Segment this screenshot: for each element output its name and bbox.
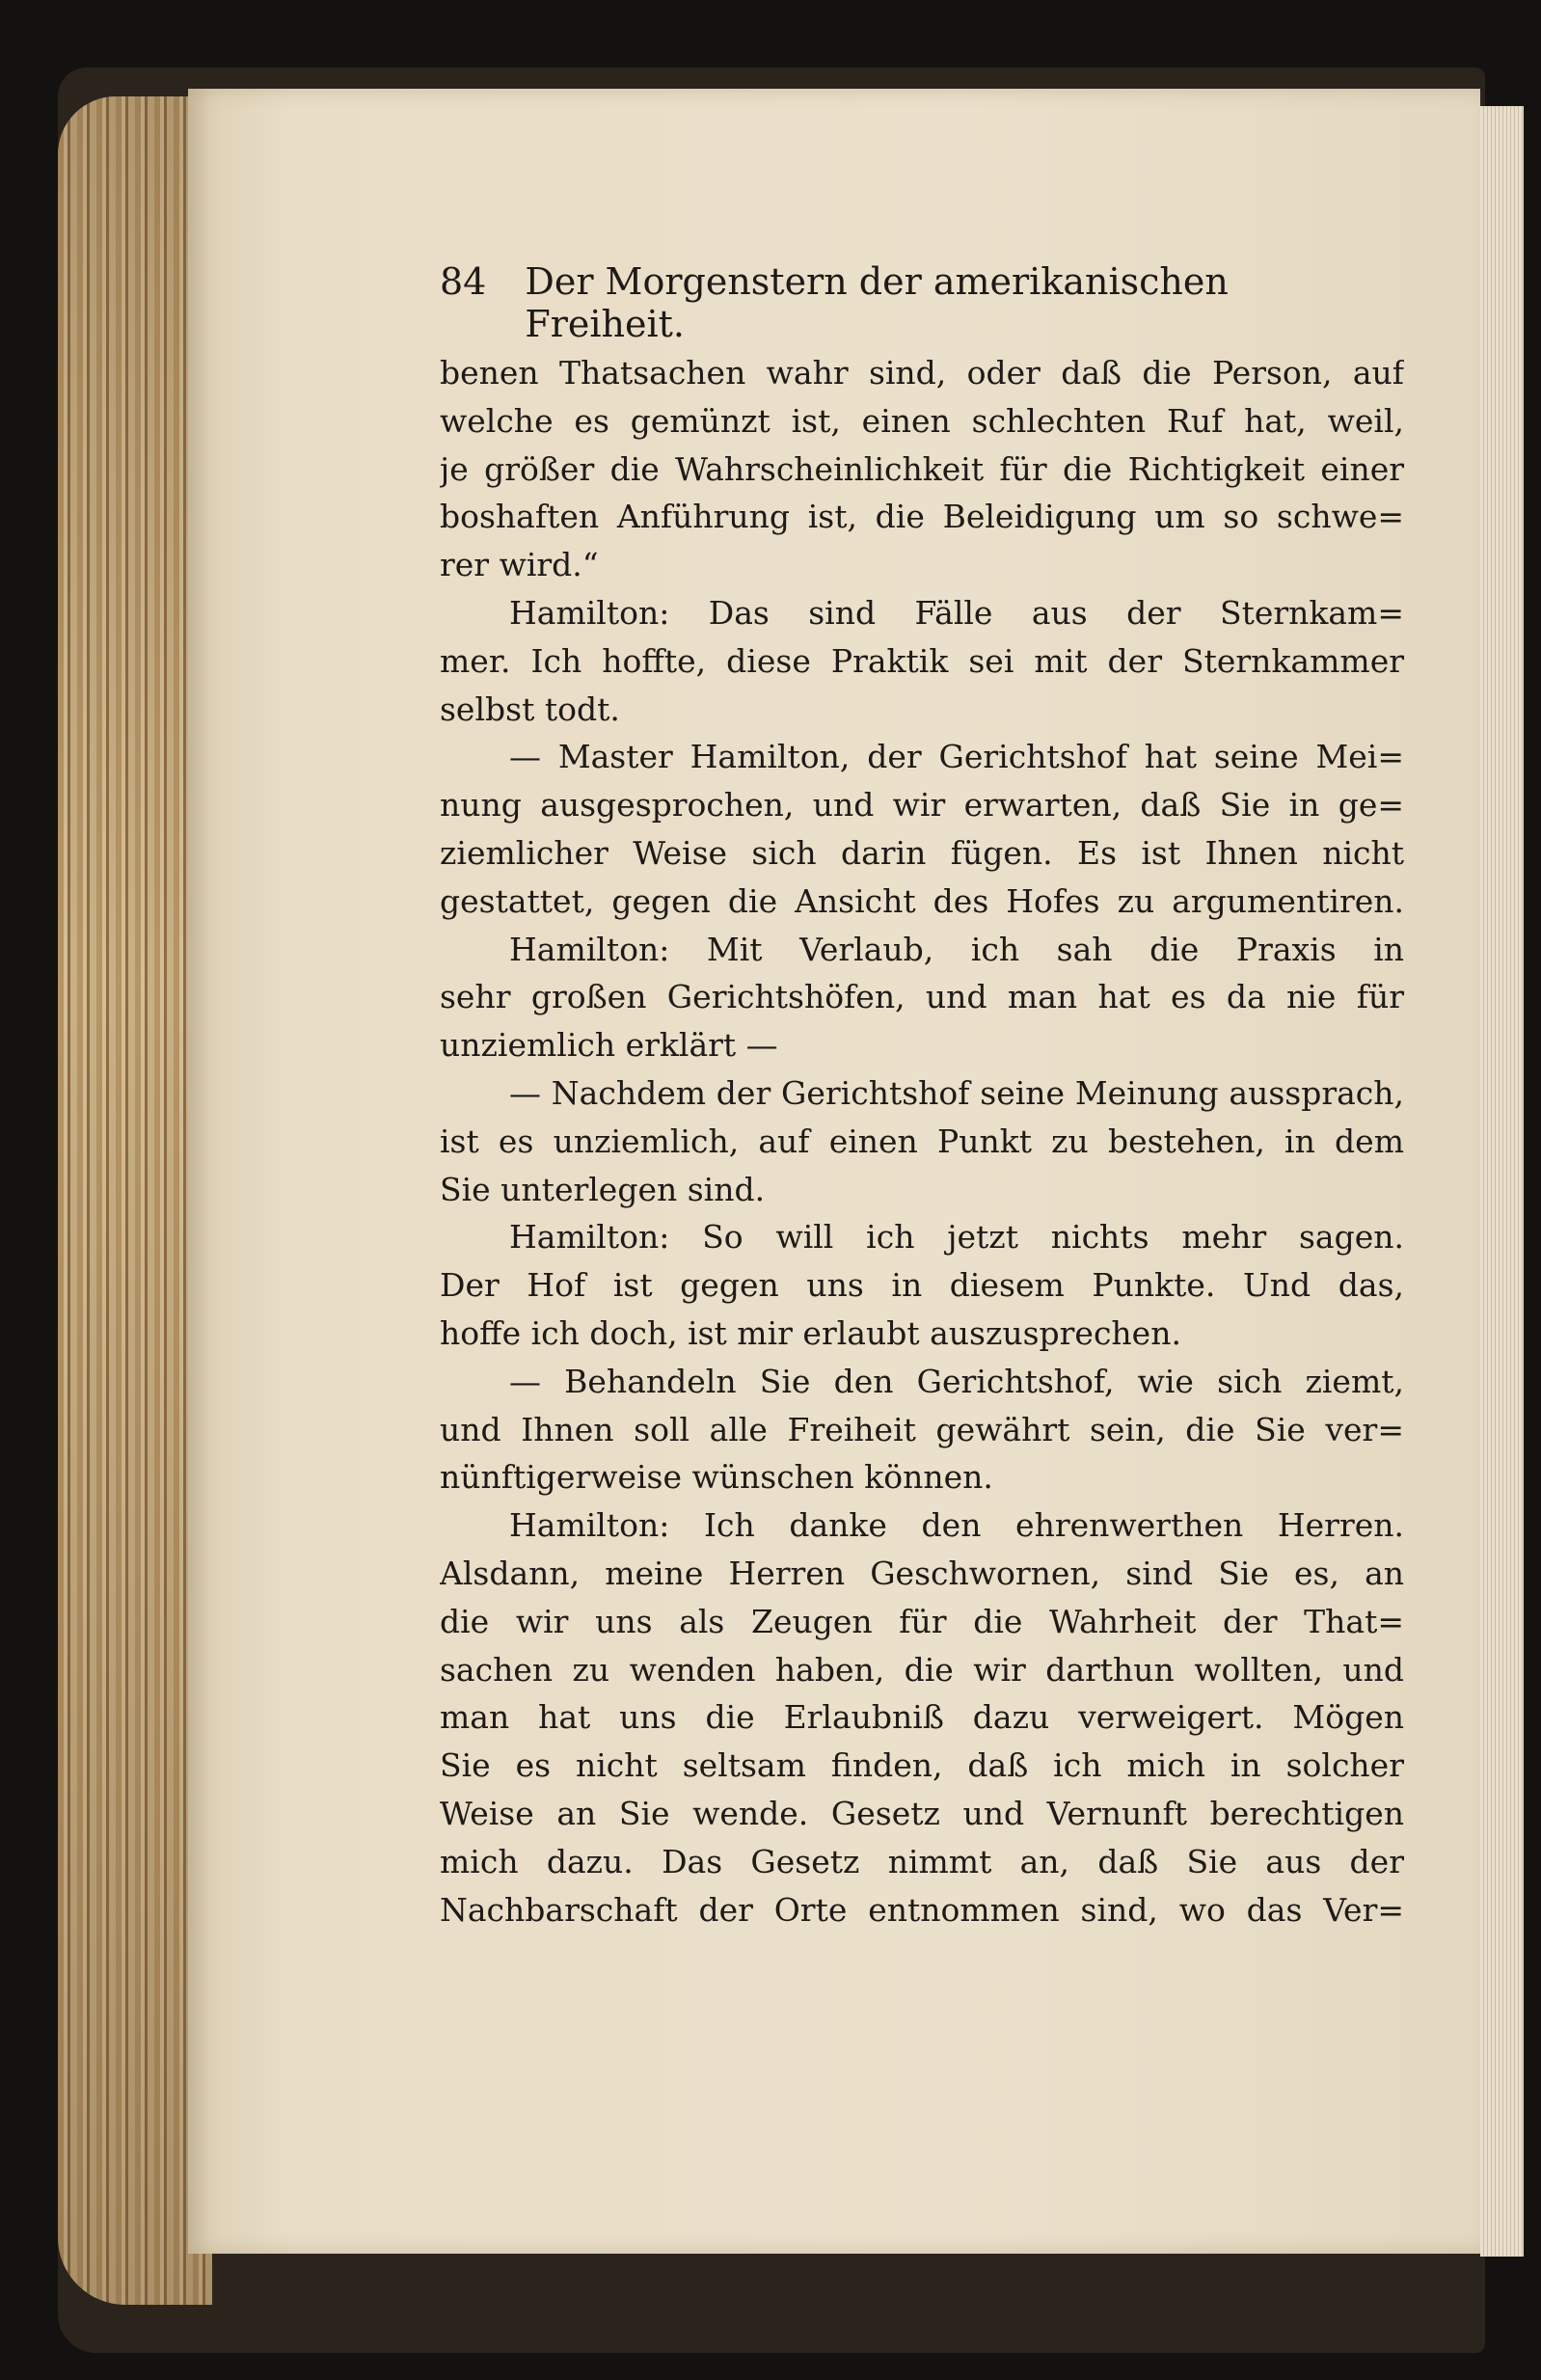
text-line: nung ausgesprochen, und wir erwarten, daß Sie in ge= — [440, 786, 1404, 825]
text-line: mer. Ich hoffte, diese Praktik sei mit der Sternkammer — [440, 641, 1404, 680]
text-line: selbst todt. — [440, 690, 620, 728]
text-line: Hamilton: Ich danke den ehrenwerthen Herren. — [509, 1506, 1404, 1545]
text-line: Sie unterlegen sind. — [440, 1170, 766, 1208]
text-line: — Nachdem der Gerichtshof seine Meinung aussprach, — [509, 1073, 1404, 1112]
text-line: ist es unziemlich, auf einen Punkt zu bestehen, in dem — [440, 1122, 1404, 1160]
text-line: je größer die Wahrscheinlichkeit für die Richtigkeit einer — [440, 449, 1404, 488]
text-line: gestattet, gegen die Ansicht des Hofes zu argumentiren. — [440, 881, 1404, 920]
text-line: — Behandeln Sie den Gerichtshof, wie sich ziemt, — [509, 1362, 1404, 1400]
text-line: Sie es nicht seltsam finden, daß ich mich in solcher — [440, 1746, 1404, 1785]
text-line: mich dazu. Das Gesetz nimmt an, daß Sie aus der — [440, 1842, 1404, 1880]
text-line: man hat uns die Erlaubniß dazu verweigert. Mögen — [440, 1698, 1404, 1737]
facing-page-edge — [1480, 106, 1524, 2257]
page-number: 84 — [440, 260, 487, 303]
text-line: Hamilton: Das sind Fälle aus der Sternkam= — [509, 593, 1404, 632]
text-line: — Master Hamilton, der Gerichtshof hat seine Mei= — [509, 738, 1404, 776]
text-line: sachen zu wenden haben, die wir darthun wollten, und — [440, 1650, 1404, 1689]
text-line: Weise an Sie wende. Gesetz und Vernunft berechtigen — [440, 1794, 1404, 1832]
running-title: Der Morgenstern der amerikanischen Freiheit. — [525, 260, 1229, 345]
text-line: nünftigerweise wünschen können. — [440, 1458, 993, 1497]
text-line: Der Hof ist gegen uns in diesem Punkte. Und das, — [440, 1266, 1404, 1305]
running-header — [440, 260, 1313, 345]
text-line: Alsdann, meine Herren Geschwornen, sind Sie es, an — [440, 1554, 1404, 1592]
text-line: unziemlich erklärt — — [440, 1026, 778, 1065]
text-line: sehr großen Gerichtshöfen, und man hat es da nie für — [440, 978, 1404, 1016]
text-line: welche es gemünzt ist, einen schlechten Ruf hat, weil, — [440, 401, 1404, 440]
text-line: benen Thatsachen wahr sind, oder daß die Person, auf — [440, 354, 1404, 392]
text-line: Nachbarschaft der Orte entnommen sind, wo das Ver= — [440, 1890, 1404, 1929]
text-line: die wir uns als Zeugen für die Wahrheit der That= — [440, 1602, 1404, 1640]
text-line: und Ihnen soll alle Freiheit gewährt sein, die Sie ver= — [440, 1410, 1404, 1448]
page-body-text — [440, 349, 1404, 1934]
text-line: hoffe ich doch, ist mir erlaubt auszusprechen. — [440, 1313, 1181, 1352]
text-line: ziemlicher Weise sich darin fügen. Es ist Ihnen nicht — [440, 833, 1404, 872]
text-line: Hamilton: Mit Verlaub, ich sah die Praxis in — [509, 930, 1404, 968]
text-line: boshaften Anführung ist, die Beleidigung um so schwe= — [440, 498, 1404, 536]
text-line: Hamilton: So will ich jetzt nichts mehr sagen. — [509, 1218, 1404, 1257]
text-line: rer wird.“ — [440, 546, 599, 584]
